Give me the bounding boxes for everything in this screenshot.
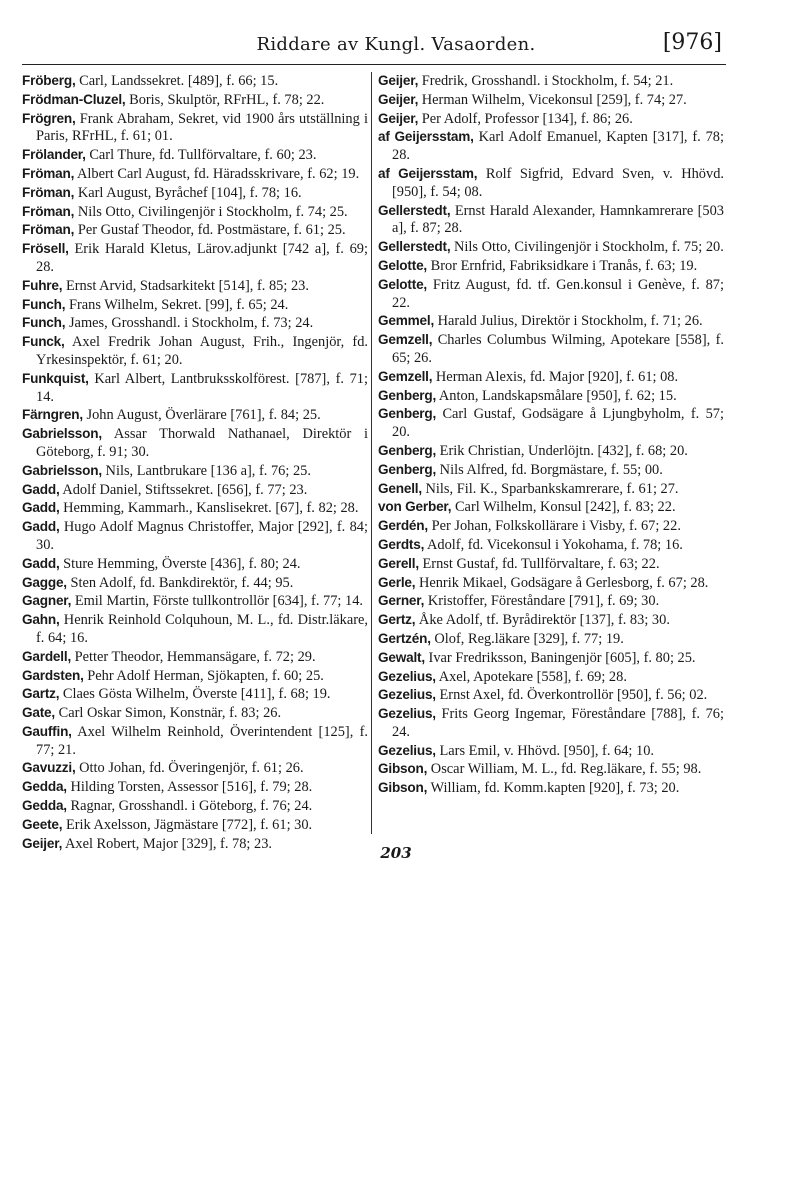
entry-details: Axel Fredrik Johan August, Frih., Ingenjör, fd. Yrkesinspektör, f. 61; 20. — [36, 334, 368, 368]
entry-details: Nils Otto, Civilingenjör i Stockholm, f. 74; 25. — [74, 203, 348, 220]
entry-surname: Fuhre, — [22, 277, 63, 293]
right-column — [378, 72, 724, 798]
entry-surname: Genberg, — [378, 442, 437, 458]
entry-details: Pehr Adolf Herman, Sjökapten, f. 60; 25. — [83, 667, 324, 684]
register-entry — [378, 742, 724, 761]
entry-surname: Gelotte, — [378, 276, 428, 292]
entry-surname: Gavuzzi, — [22, 760, 76, 776]
entry-surname: Gemmel, — [378, 313, 435, 329]
entry-details: Otto Johan, fd. Överingenjör, f. 61; 26. — [75, 760, 304, 777]
entry-details: Erik Harald Kletus, Lärov.adjunkt [742 a], f. 69; 28. — [36, 241, 368, 275]
register-entry — [22, 425, 368, 462]
entry-surname: Gezelius, — [378, 668, 436, 684]
entry-surname: Gadd, — [22, 500, 60, 516]
register-entry — [378, 72, 724, 91]
entry-details: Karl Adolf Emanuel, Kapten [317], f. 78; 28. — [392, 129, 724, 164]
entry-details: Boris, Skulptör, RFrHL, f. 78; 22. — [125, 91, 325, 108]
entry-surname: Gezelius, — [378, 742, 436, 758]
entry-surname: Frögren, — [22, 110, 76, 126]
entry-details: Nils, Lantbrukare [136 a], f. 76; 25. — [101, 462, 311, 479]
entry-details: Albert Carl August, fd. Häradsskrivare, f. 62; 19. — [74, 165, 360, 182]
entry-details: Henrik Mikael, Godsägare å Gerlesborg, f. 67; 28. — [415, 574, 709, 591]
register-entry — [378, 165, 724, 202]
entry-details: Bror Ernfrid, Fabriksidkare i Tranås, f. 63; 19. — [427, 257, 698, 274]
entry-surname: Gibson, — [378, 761, 428, 777]
register-entry — [22, 146, 368, 165]
entry-surname: Geijer, — [378, 110, 419, 126]
entry-surname: Gadd, — [22, 481, 60, 497]
entry-details: Hugo Adolf Magnus Christoffer, Major [292], f. 84; 30. — [36, 519, 368, 553]
entry-details: Sture Hemming, Överste [436], f. 80; 24. — [59, 555, 301, 572]
entry-details: Carl Wilhelm, Konsul [242], f. 83; 22. — [451, 499, 676, 516]
entry-details: Rolf Sigfrid, Edvard Sven, v. Hhövd. [950], f. 54; 08. — [392, 165, 724, 200]
entry-details: Axel Robert, Major [329], f. 78; 23. — [62, 835, 273, 852]
register-entry — [378, 779, 724, 798]
entry-surname: Genberg, — [378, 461, 437, 477]
entry-details: Claes Gösta Wilhelm, Överste [411], f. 68; 19. — [59, 686, 331, 703]
entry-details: Axel Wilhelm Reinhold, Överintendent [125], f. 77; 21. — [36, 723, 368, 758]
register-entry — [22, 759, 368, 778]
entry-surname: Gabrielsson, — [22, 426, 102, 442]
entry-surname: Gagner, — [22, 593, 72, 609]
header-rule — [22, 64, 726, 65]
entry-details: Anton, Landskapsmålare [950], f. 62; 15. — [436, 387, 677, 404]
entry-surname: af Geijersstam, — [378, 165, 478, 181]
register-entry — [378, 517, 724, 536]
register-entry — [378, 536, 724, 555]
entry-surname: Gerell, — [378, 555, 419, 571]
entry-surname: Geijer, — [378, 91, 419, 107]
register-entry — [378, 630, 724, 649]
register-entry — [22, 91, 368, 110]
entry-surname: Gardsten, — [22, 667, 84, 683]
entry-surname: von Gerber, — [378, 499, 452, 515]
entry-details: John August, Överlärare [761], f. 84; 25. — [82, 407, 321, 424]
entry-surname: Gabrielsson, — [22, 462, 102, 478]
entry-details: Fredrik, Grosshandl. i Stockholm, f. 54; 21. — [418, 73, 674, 89]
entry-surname: Fröman, — [22, 222, 75, 238]
entry-details: Henrik Reinhold Colquhoun, M. L., fd. Distr.läkare, f. 64; 16. — [36, 612, 368, 646]
register-entry — [22, 704, 368, 723]
entry-surname: Gelotte, — [378, 257, 428, 273]
register-entry — [22, 165, 368, 184]
entry-surname: Funkquist, — [22, 370, 89, 386]
register-entry — [378, 668, 724, 687]
entry-surname: Gedda, — [22, 798, 67, 814]
entry-surname: Fröman, — [22, 165, 75, 181]
register-entry — [378, 368, 724, 387]
entry-details: Adolf, fd. Vicekonsul i Yokohama, f. 78; 16. — [424, 536, 683, 553]
register-entry — [378, 312, 724, 331]
entry-details: Carl, Landssekret. [489], f. 66; 15. — [75, 73, 279, 89]
register-entry — [378, 110, 724, 129]
entry-details: Hilding Torsten, Assessor [516], f. 79; 28. — [66, 779, 313, 796]
register-entry — [22, 648, 368, 667]
entry-surname: Geijer, — [22, 835, 63, 851]
register-entry — [378, 387, 724, 406]
entry-surname: Genell, — [378, 480, 422, 496]
entry-surname: Geijer, — [378, 73, 419, 88]
entry-details: Ernst Axel, fd. Överkontrollör [950], f. 56; 02. — [435, 687, 708, 704]
entry-surname: Gertzén, — [378, 630, 431, 646]
page-number: [976] — [662, 30, 722, 55]
entry-details: Ernst Gustaf, fd. Tullförvaltare, f. 63; 22. — [418, 555, 660, 572]
register-entry — [22, 314, 368, 333]
entry-surname: Gedda, — [22, 779, 67, 795]
column-divider — [371, 72, 372, 834]
entry-details: Karl Albert, Lantbruksskolförest. [787], f. 71; 14. — [36, 370, 368, 405]
register-entry — [22, 110, 368, 147]
entry-details: Åke Adolf, tf. Byrådirektör [137], f. 83; 30. — [415, 612, 670, 629]
entry-surname: Gertz, — [378, 612, 416, 628]
entry-details: Carl Gustaf, Godsägare å Ljungbyholm, f. 57; 20. — [392, 406, 724, 441]
register-entry — [378, 276, 724, 313]
entry-details: Karl August, Byråchef [104], f. 78; 16. — [74, 184, 302, 201]
entry-surname: Gadd, — [22, 519, 60, 535]
entry-details: Per Johan, Folkskollärare i Visby, f. 67; 22. — [427, 518, 681, 535]
register-entry — [378, 257, 724, 276]
entry-surname: Frösell, — [22, 241, 69, 257]
register-entry — [22, 611, 368, 648]
entry-details: Ragnar, Grosshandl. i Göteborg, f. 76; 24. — [66, 798, 313, 815]
entry-surname: Gezelius, — [378, 706, 436, 722]
register-entry — [22, 667, 368, 686]
register-entry — [22, 462, 368, 481]
entry-details: Nils Otto, Civilingenjör i Stockholm, f. 75; 20. — [450, 239, 724, 256]
entry-details: William, fd. Komm.kapten [920], f. 73; 20. — [427, 780, 680, 797]
register-entry — [378, 405, 724, 442]
entry-details: Hemming, Kammarh., Kanslisekret. [67], f. 82; 28. — [59, 500, 359, 517]
entry-details: Carl Oskar Simon, Konstnär, f. 83; 26. — [55, 705, 282, 722]
register-entry — [378, 202, 724, 239]
entry-surname: Frödman-Cluzel, — [22, 91, 126, 107]
entry-surname: Funch, — [22, 296, 66, 312]
entry-surname: Fröman, — [22, 203, 75, 219]
register-entry — [22, 72, 368, 91]
register-entry — [22, 481, 368, 500]
register-entry — [22, 221, 368, 240]
register-entry — [378, 649, 724, 668]
entry-surname: Gerdén, — [378, 518, 428, 534]
entry-surname: Gerner, — [378, 593, 425, 609]
entry-surname: Gate, — [22, 705, 55, 721]
register-entry — [22, 499, 368, 518]
entry-surname: Gahn, — [22, 612, 60, 628]
register-entry — [22, 203, 368, 222]
running-title: Riddare av Kungl. Vasaorden. — [256, 34, 536, 55]
register-entry — [22, 406, 368, 425]
entry-surname: Fröberg, — [22, 73, 76, 88]
entry-surname: Gartz, — [22, 686, 60, 702]
entry-surname: Gadd, — [22, 555, 60, 571]
register-entry — [22, 574, 368, 593]
register-entry — [378, 574, 724, 593]
register-entry — [378, 480, 724, 499]
register-entry — [22, 555, 368, 574]
entry-details: Kristoffer, Föreståndare [791], f. 69; 30. — [424, 593, 660, 610]
entry-surname: Funch, — [22, 315, 66, 331]
entry-details: Ivar Fredriksson, Baningenjör [605], f. 80; 25. — [424, 649, 696, 666]
entry-surname: Gardell, — [22, 648, 72, 664]
register-entry — [22, 240, 368, 277]
entry-surname: Gezelius, — [378, 687, 436, 703]
entry-details: Olof, Reg.läkare [329], f. 77; 19. — [430, 630, 624, 647]
register-entry — [22, 797, 368, 816]
register-entry — [378, 238, 724, 257]
entry-details: Herman Wilhelm, Vicekonsul [259], f. 74; 27. — [418, 91, 687, 108]
entry-details: Oscar William, M. L., fd. Reg.läkare, f. 55; 98. — [427, 761, 702, 778]
entry-surname: Fröman, — [22, 184, 75, 200]
entry-details: Carl Thure, fd. Tullförvaltare, f. 60; 23. — [85, 147, 317, 164]
entry-details: Frans Wilhelm, Sekret. [99], f. 65; 24. — [65, 296, 289, 313]
register-entry — [22, 184, 368, 203]
entry-details: Ernst Arvid, Stadsarkitekt [514], f. 85; 23. — [62, 277, 309, 294]
entry-surname: Gagge, — [22, 574, 67, 590]
entry-details: Adolf Daniel, Stiftssekret. [656], f. 77; 23. — [59, 481, 308, 498]
left-column — [22, 72, 368, 853]
entry-surname: Gemzell, — [378, 332, 433, 348]
entry-details: Sten Adolf, fd. Bankdirektör, f. 44; 95. — [66, 574, 294, 591]
entry-surname: Gewalt, — [378, 649, 425, 665]
entry-surname: Gerle, — [378, 574, 416, 590]
entry-details: Ernst Harald Alexander, Hamnkamrerare [503 a], f. 87; 28. — [392, 202, 724, 237]
entry-surname: Genberg, — [378, 406, 437, 422]
register-entry — [22, 778, 368, 797]
entry-details: Charles Columbus Wilming, Apotekare [558], f. 65; 26. — [392, 332, 724, 366]
register-entry — [378, 91, 724, 110]
entry-details: Fritz August, fd. tf. Gen.konsul i Genève, f. 87; 22. — [392, 276, 724, 311]
register-entry — [378, 128, 724, 165]
register-entry — [22, 277, 368, 296]
entry-details: Erik Axelsson, Jägmästare [772], f. 61; 30. — [62, 816, 313, 833]
entry-surname: Gemzell, — [378, 368, 433, 384]
entry-surname: Färngren, — [22, 407, 83, 423]
entry-details: Frank Abraham, Sekret, vid 1900 års utställning i Paris, RFrHL, f. 61; 01. — [36, 110, 368, 145]
folio-number: 203 — [380, 844, 412, 862]
register-entry — [378, 611, 724, 630]
entry-surname: Gauffin, — [22, 723, 72, 739]
register-entry — [378, 760, 724, 779]
entry-surname: Funck, — [22, 334, 65, 350]
register-entry — [378, 461, 724, 480]
register-entry — [22, 296, 368, 315]
register-entry — [22, 685, 368, 704]
entry-surname: af Geijersstam, — [378, 129, 474, 145]
register-entry — [378, 705, 724, 742]
register-entry — [22, 723, 368, 760]
register-entry — [22, 816, 368, 835]
entry-surname: Geete, — [22, 816, 63, 832]
entry-details: Assar Thorwald Nathanael, Direktör i Göteborg, f. 91; 30. — [36, 426, 368, 460]
register-entry — [22, 518, 368, 555]
entry-details: Axel, Apotekare [558], f. 69; 28. — [435, 668, 627, 685]
entry-details: James, Grosshandl. i Stockholm, f. 73; 24. — [65, 315, 314, 332]
entry-surname: Gerdts, — [378, 536, 425, 552]
register-entry — [378, 555, 724, 574]
register-entry — [378, 686, 724, 705]
entry-surname: Gellerstedt, — [378, 239, 451, 255]
register-entry — [22, 370, 368, 407]
entry-details: Frits Georg Ingemar, Föreståndare [788], f. 76; 24. — [392, 706, 724, 740]
register-entry — [378, 331, 724, 368]
entry-details: Erik Christian, Underlöjtn. [432], f. 68; 20. — [436, 442, 688, 459]
entry-surname: Gellerstedt, — [378, 202, 451, 218]
entry-details: Nils Alfred, fd. Borgmästare, f. 55; 00. — [436, 461, 663, 478]
entry-surname: Genberg, — [378, 387, 437, 403]
register-entry — [378, 498, 724, 517]
entry-surname: Frölander, — [22, 147, 86, 163]
entry-details: Lars Emil, v. Hhövd. [950], f. 64; 10. — [435, 742, 654, 759]
entry-surname: Gibson, — [378, 780, 428, 796]
entry-details: Petter Theodor, Hemmansägare, f. 72; 29. — [71, 648, 316, 665]
register-entry — [378, 442, 724, 461]
entry-details: Nils, Fil. K., Sparbankskamrerare, f. 61; 27. — [421, 480, 679, 497]
entry-details: Emil Martin, Förste tullkontrollör [634], f. 77; 14. — [71, 593, 364, 610]
register-entry — [378, 592, 724, 611]
entry-details: Per Gustaf Theodor, fd. Postmästare, f. 61; 25. — [74, 222, 346, 239]
entry-details: Herman Alexis, fd. Major [920], f. 61; 08. — [432, 368, 679, 385]
register-entry — [22, 592, 368, 611]
entry-details: Per Adolf, Professor [134], f. 86; 26. — [418, 110, 633, 127]
entry-details: Harald Julius, Direktör i Stockholm, f. 71; 26. — [434, 313, 703, 330]
register-entry — [22, 333, 368, 370]
